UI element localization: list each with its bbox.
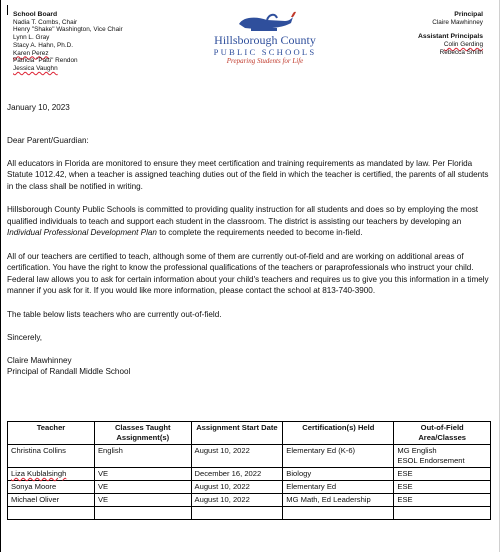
district-name: Hillsborough County [214,33,316,47]
out-of-field-cell: MG English ESOL Endorsement [394,445,491,468]
out-of-field-cell: ESE [394,494,491,507]
board-member: Stacy A. Hahn, Ph.D. [13,41,74,49]
page-border-left [0,0,1,552]
letter-paragraph-1: All educators in Florida are monitored to ensure they meet certification and training requirements as mandated by law. Per Florida Statute 1012.42, when a teacher is assigned teaching duties out of the field in which the teacher is certified, the parents of all students in the class shall be notified in writing. [7,158,489,191]
table-row [8,468,491,481]
certification-cell: MG Math, Ed Leadership [283,494,394,507]
signer-title: Principal of Randall Middle School [7,367,131,377]
classes-cell: VE [94,494,191,507]
board-member: Lynn L. Gray [13,34,50,42]
board-member: Henry "Shake" Washington, Vice Chair [13,26,123,34]
letter-body [7,102,491,378]
letter-paragraph-4: The table below lists teachers who are currently out-of-field. [7,309,222,319]
letter-paragraph-3: All of our teachers are certified to teach, although some of them are currently out-of-field and are working on additional areas of certification. You have the right to know the professional qualifications of the teachers or paraprofessionals who instruct your child. Federal law allows you to ask for certain information about your child's teachers and requires us to give you this information in a timely manner if you ask for it. If you would like more information, please contact the school at 813-740-3900. [7,251,489,296]
column-header-certification: Certification(s) Held [283,422,394,445]
board-member: Karen Perez [13,49,49,57]
district-subtitle: PUBLIC SCHOOLS [213,47,317,57]
start-date-cell: December 16, 2022 [191,468,283,481]
table-header-row [8,422,491,445]
text-cursor [7,5,8,15]
classes-cell: VE [94,468,191,481]
letter-date: January 10, 2023 [7,103,70,112]
district-logo [170,11,360,66]
start-date-cell: August 10, 2022 [191,481,283,494]
school-board-title: School Board [13,11,58,18]
out-of-field-cell: ESE [394,481,491,494]
administration-block [418,11,483,57]
column-header-teacher: Teacher [8,422,95,445]
certification-cell: Elementary Ed [283,481,394,494]
certification-cell: Biology [283,468,394,481]
column-header-out-of-field: Out-of-Field Area/Classes [394,422,491,445]
column-header-classes: Classes Taught Assignment(s) [94,422,191,445]
teacher-cell: Liza Kublalsingh [8,468,95,481]
board-member: Patricia "Patti" Rendon [13,57,78,65]
table-row [8,445,491,468]
letter-closing: Sincerely, [7,332,43,342]
teacher-cell: Sonya Moore [8,481,95,494]
classes-cell: English [94,445,191,468]
column-header-start-date: Assignment Start Date [191,422,283,445]
signer-name: Claire Mawhinney [7,355,72,365]
assistant-principal: Rebecca Smith [439,48,483,56]
out-of-field-cell: ESE [394,468,491,481]
teacher-cell: Christina Collins [8,445,95,468]
district-tagline: Preparing Students for Life [226,57,304,65]
table-row [8,494,491,507]
letter-paragraph-2: Hillsborough County Public Schools is committed to providing quality instruction for all students and does so by employing the most qualified individuals to teach and support each student in the classroom. The district is assisting our teachers by developing an Individual Professional Development Plan to complete the requirements needed to become in-field. [7,205,479,238]
assistant-principal: Colin Gerding [443,41,483,49]
certification-cell: Elementary Ed (K-6) [283,445,394,468]
start-date-cell: August 10, 2022 [191,445,283,468]
lamp-of-learning-icon [233,11,297,33]
classes-cell: VE [94,481,191,494]
teacher-cell: Michael Oliver [8,494,95,507]
letter-greeting: Dear Parent/Guardian: [7,135,89,145]
table-row [8,481,491,494]
start-date-cell: August 10, 2022 [191,494,283,507]
assistant-principals-title: Assistant Principals [418,33,483,41]
principal-name: Claire Mawhinney [432,18,483,26]
school-board-list [13,11,123,73]
out-of-field-teachers-table [7,421,491,520]
board-member: Jessica Vaughn [13,64,58,72]
table-row-empty [8,507,491,520]
board-member: Nadia T. Combs, Chair [13,18,78,26]
principal-title: Principal [454,11,483,18]
